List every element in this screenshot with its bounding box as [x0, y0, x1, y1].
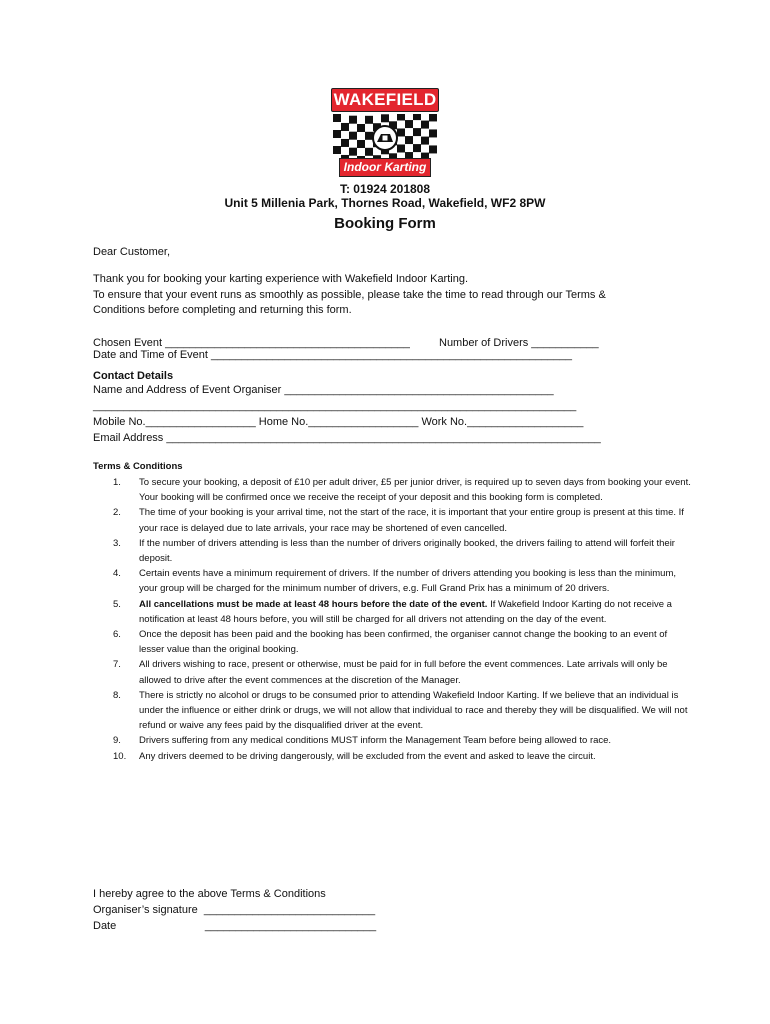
terms-item-number: 3.: [113, 537, 121, 549]
terms-heading: Terms & Conditions: [93, 461, 183, 472]
name-address-field[interactable]: Name and Address of Event Organiser ____________________________________________: [93, 384, 554, 396]
terms-item-text: All drivers wishing to race, present or otherwise, must be paid for in full before the event commences. Late arrivals will only be allowed to drive after the event commences at the discretion of the Manager.: [139, 659, 668, 686]
terms-item-text: Certain events have a minimum requirement of drivers. If the number of drivers attending you booking is less than the minimum, your group will be charged for the minimum number of drivers, e.g. Full Grand Prix has a minimum of 20 drivers.: [139, 568, 677, 595]
logo-title: WAKEFIELD: [331, 88, 439, 112]
terms-item-number: 8.: [113, 689, 121, 701]
number-of-drivers-field[interactable]: Number of Drivers ___________: [439, 337, 599, 349]
intro-line-3: Conditions before completing and returning this form.: [93, 304, 352, 316]
terms-item-text: If Wakefield Indoor Karting do not receive a notification at least 48 hours before, you will still be charged for all drivers not attending on the day of the event.: [139, 598, 672, 625]
email-field[interactable]: Email Address _______________________________________________________________________: [93, 432, 601, 444]
terms-item: [93, 566, 693, 596]
terms-item-number: 7.: [113, 659, 121, 671]
terms-item-number: 4.: [113, 568, 121, 580]
date-field[interactable]: Date ____________________________: [93, 920, 377, 932]
terms-item-number: 1.: [113, 477, 121, 488]
date-time-field[interactable]: Date and Time of Event ___________________________________________________________: [93, 349, 572, 361]
address: Unit 5 Millenia Park, Thornes Road, Wakefield, WF2 8PW: [224, 196, 546, 210]
terms-item-text: There is strictly no alcohol or drugs to be consumed prior to attending Wakefield Indoor Karting. If we believe that an individual is under the influence or either drink or drugs, we will not allow that individual to race and thereby they will be disqualified. We will not refund or waive any fees paid by the disqualified driver at the event.: [139, 689, 688, 732]
terms-item: [93, 749, 693, 764]
phone-numbers-field[interactable]: Mobile No.__________________ Home No.__________________ Work No.___________________: [93, 416, 584, 428]
terms-item: [93, 597, 693, 627]
terms-item-text: To secure your booking, a deposit of £10 per adult driver, £5 per junior driver, is required up to seven days from booking your event. Your booking will be confirmed once we receive the receipt of your deposit and this booking form is completed.: [139, 477, 691, 504]
chosen-event-field[interactable]: Chosen Event ________________________________________: [93, 337, 410, 349]
terms-item-number: 6.: [113, 629, 121, 641]
organiser-signature-field[interactable]: Organiser’s signature ____________________________: [93, 904, 376, 916]
agreement-statement: I hereby agree to the above Terms & Conditions: [93, 888, 326, 900]
intro-line-2: To ensure that your event runs as smoothly as possible, please take the time to read through our Terms &: [93, 289, 606, 301]
terms-item: [93, 688, 693, 734]
terms-item-number: 9.: [113, 735, 121, 747]
wakefield-indoor-karting-logo: [331, 88, 439, 180]
terms-item-text: Drivers suffering from any medical conditions MUST inform the Management Team before being allowed to race.: [139, 735, 612, 747]
page-title: Booking Form: [334, 215, 436, 232]
terms-item: [93, 536, 693, 566]
terms-list: [93, 475, 693, 764]
terms-item-number: 10.: [113, 750, 127, 762]
intro-line-1: Thank you for booking your karting experience with Wakefield Indoor Karting.: [93, 273, 469, 285]
phone-number: T: 01924 201808: [339, 182, 431, 196]
terms-item-bold-text: All cancellations must be made at least 48 hours before the date of the event.: [139, 598, 488, 610]
logo-subtitle: Indoor Karting: [339, 158, 431, 177]
terms-item-text: Once the deposit has been paid and the booking has been confirmed, the organiser cannot change the booking to an event of lesser value than the original booking.: [139, 629, 668, 656]
greeting: Dear Customer,: [93, 246, 171, 258]
terms-item: [93, 657, 693, 687]
terms-item-text: The time of your booking is your arrival time, not the start of the race, it is important that your entire group is present at this time. If your race is delayed due to late arrivals, your race may be shortened of even cancelled.: [139, 507, 684, 534]
address-continuation-line[interactable]: _______________________________________________________________________________: [93, 400, 577, 412]
terms-item-number: 2.: [113, 507, 121, 519]
contact-details-heading: Contact Details: [93, 370, 174, 382]
terms-item: [93, 627, 693, 657]
terms-item-number: 5.: [113, 598, 121, 610]
terms-item: [93, 505, 693, 535]
terms-item: [93, 475, 693, 505]
terms-item-text: If the number of drivers attending is less than the number of drivers originally booked, the drivers failing to attend will forfeit their deposit.: [139, 537, 675, 565]
terms-item-text: Any drivers deemed to be driving dangerously, will be excluded from the event and asked to leave the circuit.: [139, 750, 596, 762]
terms-item: [93, 733, 693, 748]
